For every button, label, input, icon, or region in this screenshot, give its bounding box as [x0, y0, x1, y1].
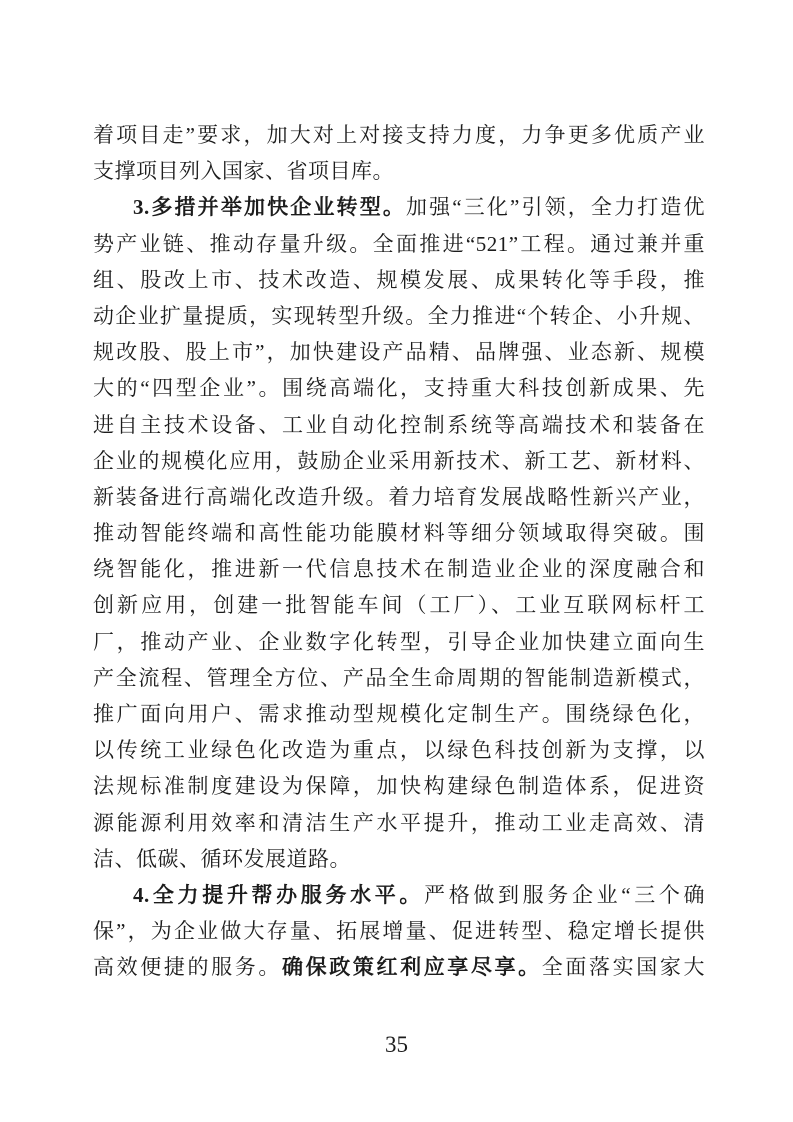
text-line — [93, 768, 705, 804]
text-line — [93, 226, 705, 262]
text-line — [93, 443, 705, 479]
text-segment: 产全流程、管理全方位、产品全生命周期的智能制造新模式， — [93, 665, 705, 690]
text-segment: 规改股、股上市”，加快建设产品精、品牌强、业态新、规模 — [93, 340, 705, 365]
text-line — [93, 515, 705, 551]
bold-text-segment: 4.全力提升帮办服务水平。 — [133, 882, 425, 907]
text-line — [93, 407, 705, 443]
text-segment: 法规标准制度建设为保障，加快构建绿色制造体系，促进资 — [93, 774, 705, 799]
text-segment: 大的“四型企业”。围绕高端化，支持重大科技创新成果、先 — [93, 376, 705, 401]
text-segment: 动企业扩量提质，实现转型升级。全力推进“个转企、小升规、 — [93, 303, 705, 328]
text-segment: 推动智能终端和高性能功能膜材料等细分领域取得突破。围 — [93, 521, 705, 546]
text-segment: 进自主技术设备、工业自动化控制系统等高端技术和装备在 — [93, 412, 705, 437]
text-line — [93, 696, 705, 732]
text-line — [93, 587, 705, 623]
text-segment: 加强“三化”引领，全力打造优 — [405, 195, 706, 220]
bold-text-segment: 3.多措并举加快企业转型。 — [133, 195, 406, 220]
text-segment: 着项目走”要求，加大对上对接支持力度，力争更多优质产业 — [93, 123, 705, 147]
text-block — [93, 117, 705, 986]
text-segment: 企业的规模化应用，鼓励企业采用新技术、新工艺、新材料、 — [93, 448, 705, 473]
text-line — [93, 189, 705, 225]
page-number: 35 — [385, 1032, 408, 1057]
text-segment: 源能源利用效率和清洁生产水平提升，推动工业走高效、清 — [93, 810, 705, 835]
text-line — [93, 334, 705, 370]
text-line — [93, 117, 705, 153]
text-line — [93, 370, 705, 406]
text-line — [93, 153, 705, 189]
text-line — [93, 877, 705, 913]
text-line — [93, 805, 705, 841]
text-segment: 绕智能化，推进新一代信息技术在制造业企业的深度融合和 — [93, 557, 705, 582]
text-segment: 势产业链、推动存量升级。全面推进“521”工程。通过兼并重 — [93, 231, 705, 256]
text-line — [93, 551, 705, 587]
text-line — [93, 298, 705, 334]
text-segment: 洁、低碳、循环发展道路。 — [93, 846, 351, 871]
text-segment: 以传统工业绿色化改造为重点，以绿色科技创新为支撑，以 — [93, 738, 705, 763]
bold-text-segment: 确保政策红利应享尽享。 — [281, 955, 542, 980]
text-segment: 创新应用，创建一批智能车间（工厂）、工业互联网标杆工 — [93, 593, 705, 618]
text-segment: 严格做到服务企业“三个确 — [424, 882, 706, 907]
text-line — [93, 660, 705, 696]
text-line — [93, 624, 705, 660]
text-segment: 保”，为企业做大存量、拓展增量、促进转型、稳定增长提供 — [93, 919, 705, 944]
text-segment: 高效便捷的服务。 — [93, 955, 282, 980]
text-line — [93, 262, 705, 298]
text-segment: 组、股改上市、技术改造、规模发展、成果转化等手段，推 — [93, 267, 705, 292]
text-segment: 全面落实国家大 — [541, 955, 706, 980]
text-line — [93, 949, 705, 985]
text-segment: 推广面向用户、需求推动型规模化定制生产。围绕绿色化， — [93, 702, 705, 726]
text-line — [93, 732, 705, 768]
text-line — [93, 479, 705, 515]
text-segment: 支撑项目列入国家、省项目库。 — [93, 159, 394, 184]
text-segment: 厂，推动产业、企业数字化转型，引导企业加快建立面向生 — [93, 629, 705, 654]
text-segment: 新装备进行高端化改造升级。着力培育发展战略性新兴产业， — [93, 484, 705, 509]
text-line — [93, 913, 705, 949]
text-line — [93, 841, 705, 877]
